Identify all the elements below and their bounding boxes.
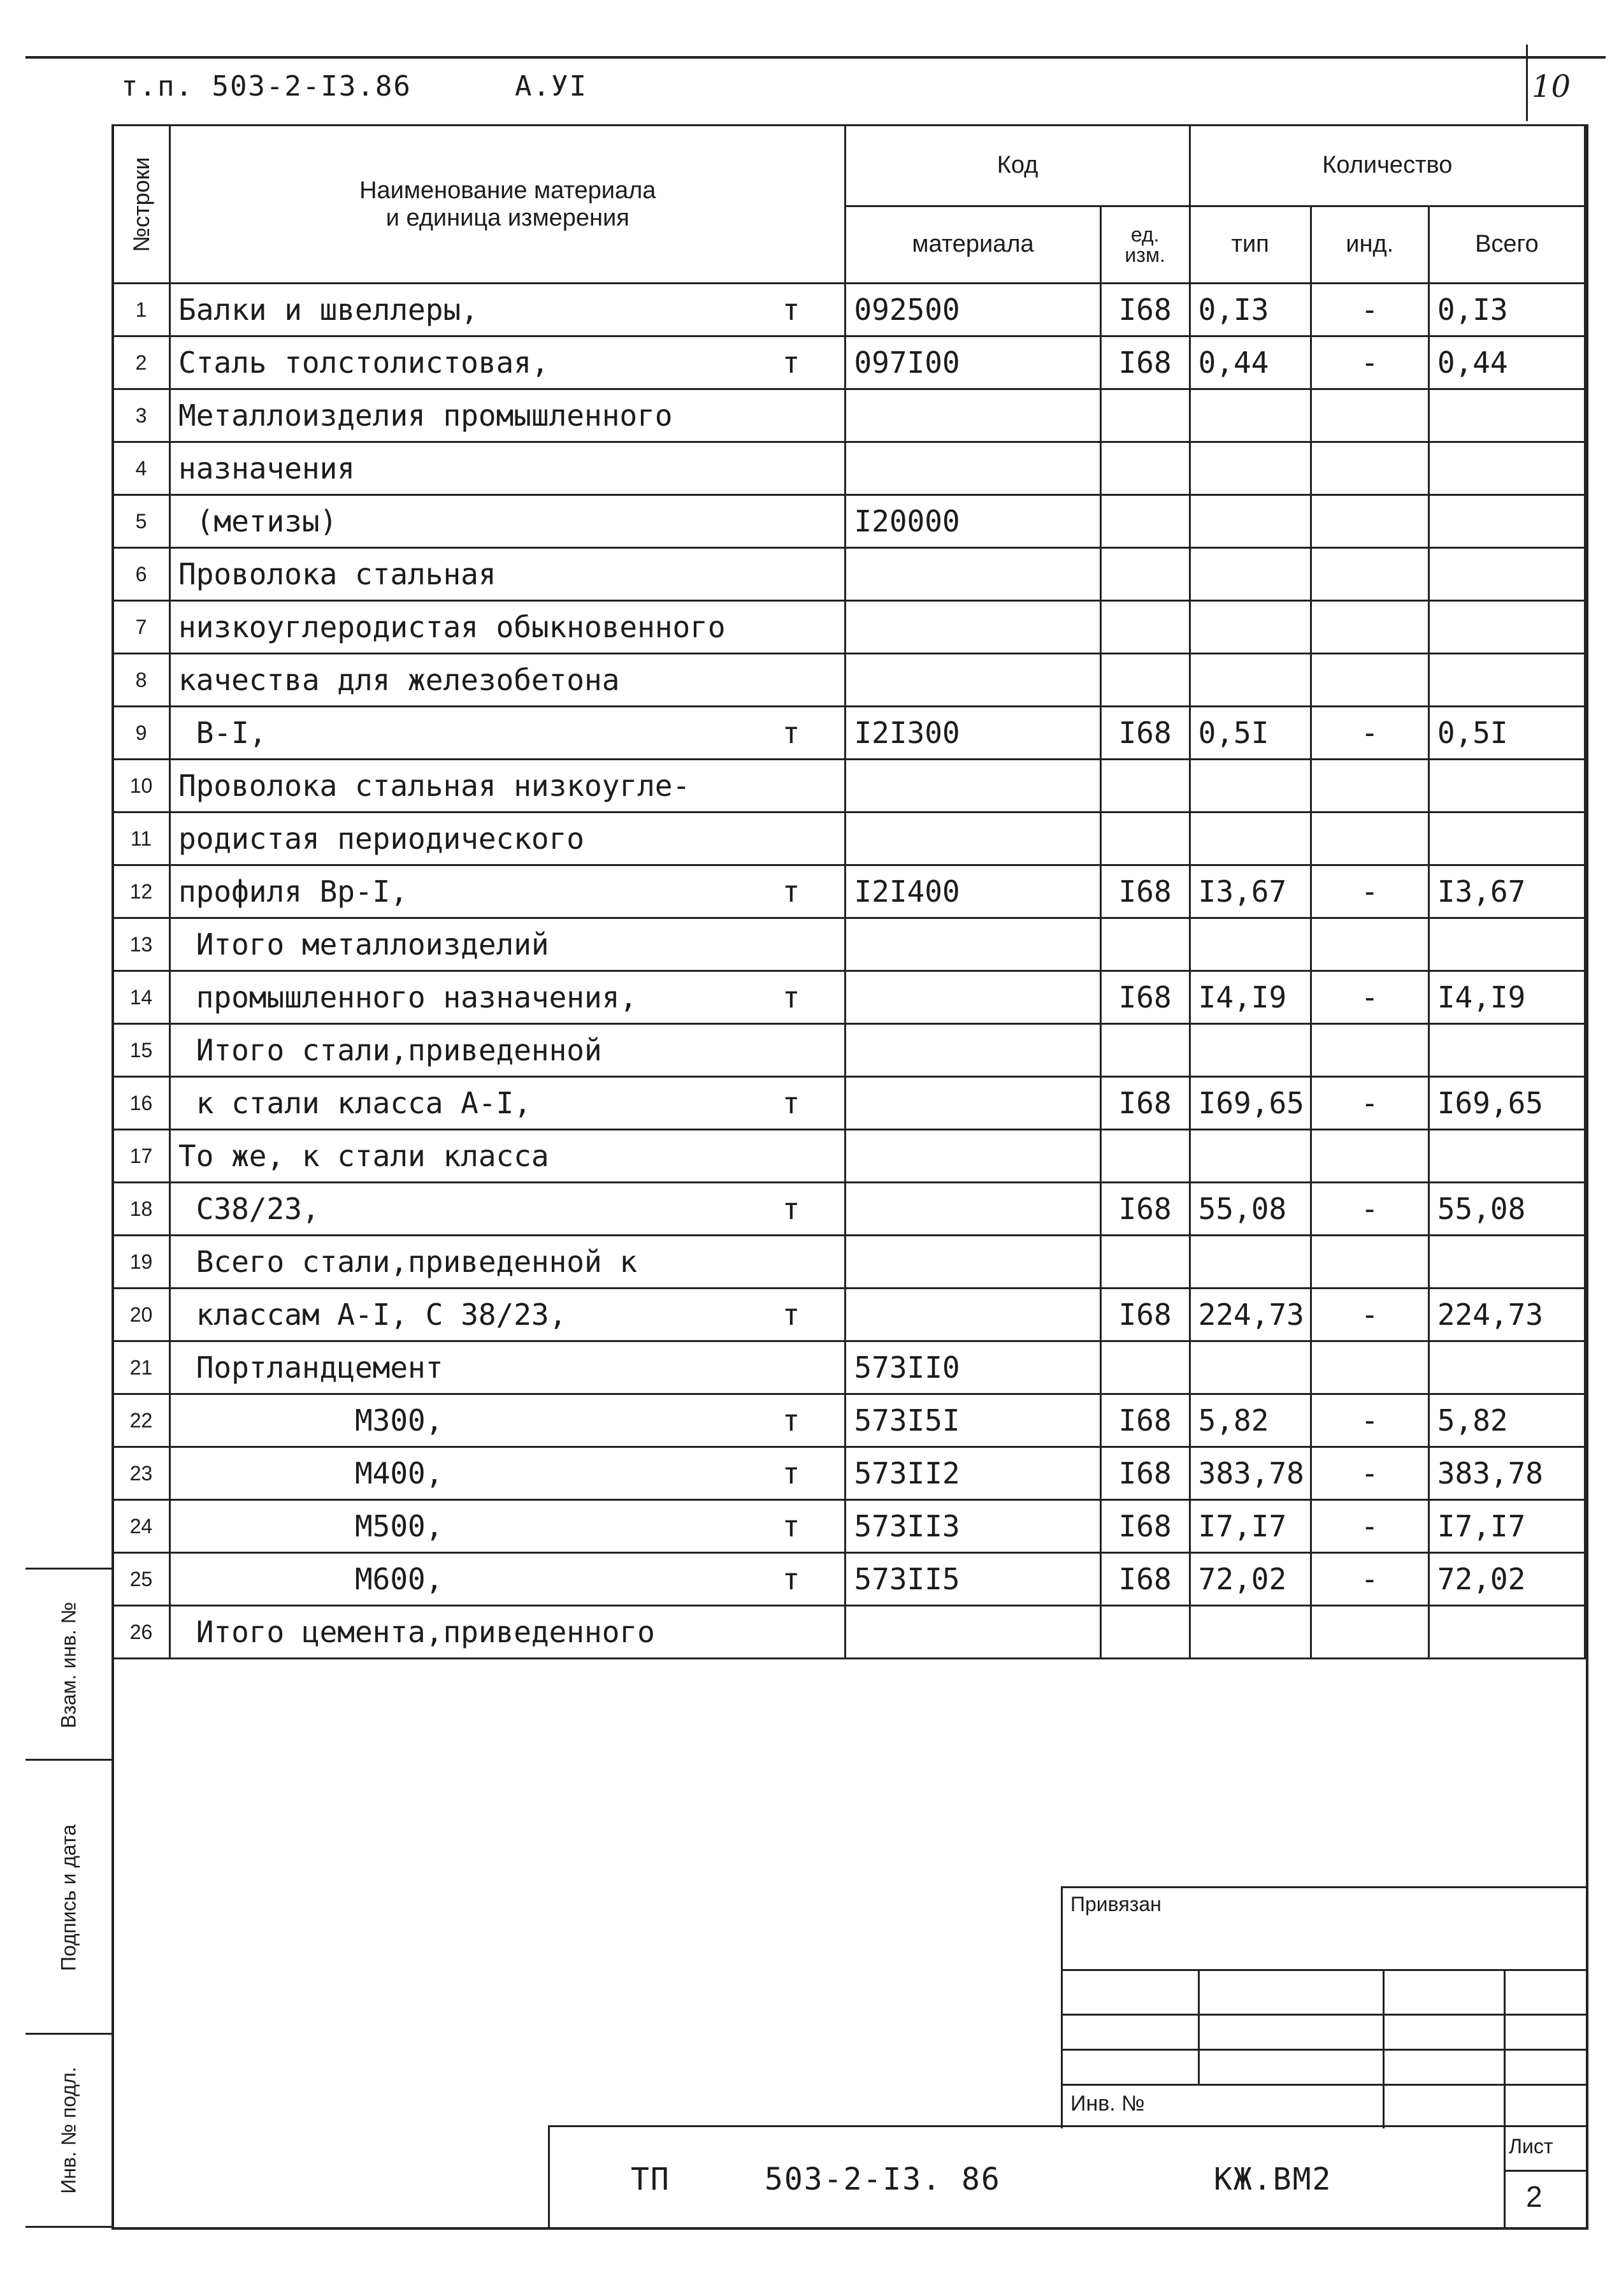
unit-code	[1100, 812, 1190, 865]
material-name	[170, 284, 845, 336]
material-name	[170, 601, 845, 654]
table-row	[113, 1500, 1585, 1553]
quantity-typical	[1190, 495, 1311, 548]
row-number: 19	[113, 1236, 170, 1289]
table-row	[113, 1183, 1585, 1236]
table-row	[113, 1394, 1585, 1447]
measure-unit: т	[782, 345, 800, 380]
unit-code: I68	[1100, 1447, 1190, 1500]
material-name	[170, 548, 845, 601]
material-name-text: к стали класса А-I,	[178, 1086, 531, 1120]
unit-code: I68	[1100, 284, 1190, 336]
material-name	[170, 865, 845, 918]
material-code: 573I5I	[845, 1394, 1100, 1447]
quantity-individual: -	[1311, 336, 1428, 389]
quantity-individual	[1311, 601, 1428, 654]
quantity-individual: -	[1311, 284, 1428, 336]
material-code	[845, 1289, 1100, 1341]
quantity-typical	[1190, 548, 1311, 601]
material-name-text: В-I,	[178, 716, 267, 750]
stamp-vzam-inv: Взам. инв. №	[25, 1568, 113, 1761]
quantity-typical: I7,I7	[1190, 1500, 1311, 1553]
quantity-total	[1428, 601, 1585, 654]
table-row	[113, 654, 1585, 707]
unit-code	[1100, 442, 1190, 495]
album-code: А.УI	[515, 70, 587, 103]
material-name	[170, 1394, 845, 1447]
table-row	[113, 1289, 1585, 1341]
quantity-individual	[1311, 548, 1428, 601]
measure-unit: т	[782, 1297, 800, 1332]
material-name-text: Балки и швеллеры,	[178, 292, 479, 327]
table-row	[113, 812, 1585, 865]
quantity-total: I4,I9	[1428, 971, 1585, 1024]
quantity-individual: -	[1311, 1289, 1428, 1341]
quantity-total	[1428, 1236, 1585, 1289]
unit-code	[1100, 601, 1190, 654]
measure-unit: т	[782, 874, 800, 909]
material-name-text: родистая периодического	[178, 821, 585, 856]
header-total: Всего	[1428, 206, 1585, 283]
row-number: 5	[113, 495, 170, 548]
unit-code: I68	[1100, 707, 1190, 760]
unit-code	[1100, 1341, 1190, 1394]
quantity-individual: -	[1311, 865, 1428, 918]
quantity-individual	[1311, 495, 1428, 548]
material-name-text: Проволока стальная низкоугле-	[178, 769, 691, 803]
header-unit-code: ед. изм.	[1100, 206, 1190, 283]
project-number: 503-2-I3. 86	[765, 2162, 1001, 2197]
row-number: 13	[113, 918, 170, 971]
document-reference: т.п. 503-2-I3.86	[121, 70, 412, 103]
quantity-typical: 5,82	[1190, 1394, 1311, 1447]
sheet-label: Лист	[1509, 2135, 1553, 2158]
quantity-typical	[1190, 1236, 1311, 1289]
material-name	[170, 495, 845, 548]
table-row	[113, 760, 1585, 812]
material-code	[845, 760, 1100, 812]
material-code: 092500	[845, 284, 1100, 336]
material-name	[170, 812, 845, 865]
quantity-total: 0,I3	[1428, 284, 1585, 336]
material-name-text: Портландцемент	[178, 1350, 443, 1385]
material-code	[845, 654, 1100, 707]
material-name-text: Проволока стальная	[178, 557, 496, 591]
row-number: 6	[113, 548, 170, 601]
unit-code	[1100, 389, 1190, 442]
quantity-individual: -	[1311, 971, 1428, 1024]
table-row	[113, 1130, 1585, 1183]
table-row	[113, 865, 1585, 918]
quantity-typical: I69,65	[1190, 1077, 1311, 1130]
material-code	[845, 812, 1100, 865]
material-name-text: М600,	[178, 1562, 443, 1596]
quantity-total	[1428, 442, 1585, 495]
table-row	[113, 548, 1585, 601]
quantity-individual	[1311, 442, 1428, 495]
unit-code	[1100, 495, 1190, 548]
row-number: 10	[113, 760, 170, 812]
quantity-typical: I4,I9	[1190, 971, 1311, 1024]
material-name-text: Сталь толстолистовая,	[178, 345, 549, 380]
left-margin-stamp	[25, 1568, 112, 2224]
material-code	[845, 971, 1100, 1024]
material-name	[170, 760, 845, 812]
material-code: 573II2	[845, 1447, 1100, 1500]
quantity-individual	[1311, 389, 1428, 442]
material-code: 573II5	[845, 1553, 1100, 1606]
quantity-typical	[1190, 1606, 1311, 1659]
material-code	[845, 1606, 1100, 1659]
quantity-total: I7,I7	[1428, 1500, 1585, 1553]
row-number: 18	[113, 1183, 170, 1236]
material-name	[170, 1130, 845, 1183]
material-name-text: Итого цемента,приведенного	[178, 1615, 655, 1649]
unit-code: I68	[1100, 1500, 1190, 1553]
quantity-individual	[1311, 760, 1428, 812]
table-row	[113, 495, 1585, 548]
material-code	[845, 918, 1100, 971]
quantity-typical	[1190, 1130, 1311, 1183]
unit-code	[1100, 548, 1190, 601]
material-name-text: профиля Вр-I,	[178, 874, 408, 909]
row-number: 7	[113, 601, 170, 654]
material-name-text: (метизы)	[178, 504, 338, 538]
header-code-group: Код	[845, 126, 1190, 206]
table-row	[113, 1606, 1585, 1659]
quantity-individual	[1311, 1341, 1428, 1394]
quantity-individual	[1311, 1130, 1428, 1183]
material-code: I2I300	[845, 707, 1100, 760]
quantity-total: 5,82	[1428, 1394, 1585, 1447]
row-number: 9	[113, 707, 170, 760]
quantity-individual	[1311, 812, 1428, 865]
row-number: 21	[113, 1341, 170, 1394]
material-name	[170, 654, 845, 707]
unit-code	[1100, 654, 1190, 707]
material-code	[845, 1130, 1100, 1183]
row-number: 23	[113, 1447, 170, 1500]
row-number: 12	[113, 865, 170, 918]
material-name-text: М500,	[178, 1509, 443, 1543]
unit-code: I68	[1100, 865, 1190, 918]
quantity-typical: 55,08	[1190, 1183, 1311, 1236]
quantity-typical	[1190, 1024, 1311, 1077]
material-name	[170, 442, 845, 495]
unit-code	[1100, 1236, 1190, 1289]
material-name	[170, 336, 845, 389]
quantity-typical: 0,5I	[1190, 707, 1311, 760]
quantity-individual: -	[1311, 1183, 1428, 1236]
material-name-text: качества для железобетона	[178, 663, 620, 697]
measure-unit: т	[782, 1509, 800, 1543]
sheet-value: 2	[1526, 2180, 1543, 2213]
drawing-mark: КЖ.ВМ2	[1214, 2162, 1332, 2197]
material-name	[170, 1606, 845, 1659]
material-name-text: Всего стали,приведенной к	[178, 1245, 638, 1279]
quantity-typical: 0,I3	[1190, 284, 1311, 336]
quantity-individual: -	[1311, 1394, 1428, 1447]
material-code	[845, 442, 1100, 495]
material-name	[170, 1236, 845, 1289]
quantity-typical	[1190, 442, 1311, 495]
unit-code: I68	[1100, 1183, 1190, 1236]
quantity-individual: -	[1311, 1447, 1428, 1500]
quantity-typical: 224,73	[1190, 1289, 1311, 1341]
quantity-total	[1428, 495, 1585, 548]
unit-code	[1100, 918, 1190, 971]
linked-label: Привязан	[1070, 1893, 1162, 1916]
row-number: 16	[113, 1077, 170, 1130]
table-row	[113, 918, 1585, 971]
quantity-total	[1428, 1606, 1585, 1659]
stamp-inv-podl: Инв. № подл.	[25, 2033, 113, 2228]
measure-unit: т	[782, 1403, 800, 1438]
material-code	[845, 389, 1100, 442]
quantity-total: 383,78	[1428, 1447, 1585, 1500]
quantity-typical	[1190, 654, 1311, 707]
material-code	[845, 548, 1100, 601]
unit-code	[1100, 1130, 1190, 1183]
unit-code: I68	[1100, 971, 1190, 1024]
material-name-text: Металлоизделия промышленного	[178, 398, 673, 433]
header-row-number: №строки	[113, 126, 170, 284]
row-number: 20	[113, 1289, 170, 1341]
table-row	[113, 1553, 1585, 1606]
measure-unit: т	[782, 292, 800, 327]
sheet-number: 10	[1532, 69, 1571, 105]
material-name-text: М400,	[178, 1456, 443, 1491]
material-name-text: Итого стали,приведенной	[178, 1033, 602, 1067]
quantity-total	[1428, 1024, 1585, 1077]
material-name-text: Итого металлоизделий	[178, 927, 549, 962]
material-name-text: промышленного назначения,	[178, 980, 638, 1014]
unit-code: I68	[1100, 1289, 1190, 1341]
quantity-typical: 72,02	[1190, 1553, 1311, 1606]
table-row	[113, 1077, 1585, 1130]
quantity-typical: 383,78	[1190, 1447, 1311, 1500]
material-name-text: То же, к стали класса	[178, 1139, 549, 1173]
row-number: 1	[113, 284, 170, 336]
tp-label: ТП	[631, 2162, 670, 2197]
row-number: 8	[113, 654, 170, 707]
table-row	[113, 389, 1585, 442]
quantity-individual: -	[1311, 707, 1428, 760]
measure-unit: т	[782, 1562, 800, 1596]
table-row	[113, 1236, 1585, 1289]
quantity-total	[1428, 389, 1585, 442]
quantity-individual	[1311, 1024, 1428, 1077]
material-code	[845, 1024, 1100, 1077]
header-typical: тип	[1190, 206, 1311, 283]
quantity-typical	[1190, 812, 1311, 865]
quantity-individual: -	[1311, 1500, 1428, 1553]
quantity-total	[1428, 760, 1585, 812]
material-name	[170, 1024, 845, 1077]
quantity-individual	[1311, 654, 1428, 707]
material-code	[845, 1236, 1100, 1289]
quantity-total: I69,65	[1428, 1077, 1585, 1130]
material-name-text: М300,	[178, 1403, 443, 1438]
header-material-name: Наименование материала и единица измерения	[170, 126, 845, 284]
measure-unit: т	[782, 1456, 800, 1491]
material-name-text: С38/23,	[178, 1192, 320, 1226]
sheet-number-divider	[1526, 45, 1528, 121]
table-row	[113, 1447, 1585, 1500]
unit-code	[1100, 1606, 1190, 1659]
quantity-total: 72,02	[1428, 1553, 1585, 1606]
material-name	[170, 389, 845, 442]
quantity-individual	[1311, 918, 1428, 971]
quantity-individual: -	[1311, 1077, 1428, 1130]
material-name	[170, 971, 845, 1024]
quantity-total: 0,44	[1428, 336, 1585, 389]
quantity-typical: 0,44	[1190, 336, 1311, 389]
measure-unit: т	[782, 980, 800, 1014]
material-name-text: классам А-I, С 38/23,	[178, 1297, 567, 1332]
stamp-signature-date: Подпись и дата	[25, 1759, 113, 2035]
row-number: 15	[113, 1024, 170, 1077]
table-row	[113, 1024, 1585, 1077]
header-quantity-group: Количество	[1190, 126, 1585, 206]
materials-table	[112, 124, 1586, 1659]
quantity-total	[1428, 1341, 1585, 1394]
row-number: 25	[113, 1553, 170, 1606]
row-number: 26	[113, 1606, 170, 1659]
quantity-total	[1428, 918, 1585, 971]
material-name	[170, 1447, 845, 1500]
quantity-individual	[1311, 1236, 1428, 1289]
unit-code: I68	[1100, 336, 1190, 389]
table-row	[113, 1341, 1585, 1394]
quantity-typical	[1190, 389, 1311, 442]
quantity-individual	[1311, 1606, 1428, 1659]
table-row	[113, 601, 1585, 654]
quantity-typical: I3,67	[1190, 865, 1311, 918]
table-row	[113, 707, 1585, 760]
material-name	[170, 918, 845, 971]
quantity-individual: -	[1311, 1553, 1428, 1606]
unit-code: I68	[1100, 1077, 1190, 1130]
quantity-typical	[1190, 918, 1311, 971]
measure-unit: т	[782, 1086, 800, 1120]
row-number: 24	[113, 1500, 170, 1553]
material-name	[170, 1553, 845, 1606]
material-name	[170, 707, 845, 760]
quantity-total: 224,73	[1428, 1289, 1585, 1341]
quantity-total	[1428, 548, 1585, 601]
measure-unit: т	[782, 716, 800, 750]
quantity-typical	[1190, 1341, 1311, 1394]
material-code: I2I400	[845, 865, 1100, 918]
unit-code	[1100, 1024, 1190, 1077]
material-name	[170, 1341, 845, 1394]
quantity-total: 0,5I	[1428, 707, 1585, 760]
material-code	[845, 1077, 1100, 1130]
material-name	[170, 1183, 845, 1236]
table-row	[113, 971, 1585, 1024]
material-name-text: низкоуглеродистая обыкновенного	[178, 610, 726, 644]
measure-unit: т	[782, 1192, 800, 1226]
quantity-typical	[1190, 601, 1311, 654]
unit-code: I68	[1100, 1553, 1190, 1606]
quantity-total	[1428, 1130, 1585, 1183]
material-code: 097I00	[845, 336, 1100, 389]
inventory-no-label: Инв. №	[1070, 2091, 1145, 2116]
row-number: 14	[113, 971, 170, 1024]
row-number: 17	[113, 1130, 170, 1183]
quantity-total: 55,08	[1428, 1183, 1585, 1236]
quantity-total	[1428, 654, 1585, 707]
material-name	[170, 1500, 845, 1553]
quantity-typical	[1190, 760, 1311, 812]
table-row	[113, 442, 1585, 495]
row-number: 3	[113, 389, 170, 442]
material-code	[845, 1183, 1100, 1236]
material-code: 573II3	[845, 1500, 1100, 1553]
quantity-total	[1428, 812, 1585, 865]
quantity-total: I3,67	[1428, 865, 1585, 918]
table-row	[113, 284, 1585, 336]
material-name	[170, 1289, 845, 1341]
table-row	[113, 336, 1585, 389]
header-individual: инд.	[1311, 206, 1428, 283]
material-code: 573II0	[845, 1341, 1100, 1394]
unit-code	[1100, 760, 1190, 812]
material-code: I20000	[845, 495, 1100, 548]
header-material-code: материала	[845, 206, 1100, 283]
material-name	[170, 1077, 845, 1130]
unit-code: I68	[1100, 1394, 1190, 1447]
row-number: 4	[113, 442, 170, 495]
row-number: 22	[113, 1394, 170, 1447]
top-border-line	[25, 56, 1606, 59]
row-number: 2	[113, 336, 170, 389]
material-code	[845, 601, 1100, 654]
material-name-text: назначения	[178, 451, 355, 486]
row-number: 11	[113, 812, 170, 865]
